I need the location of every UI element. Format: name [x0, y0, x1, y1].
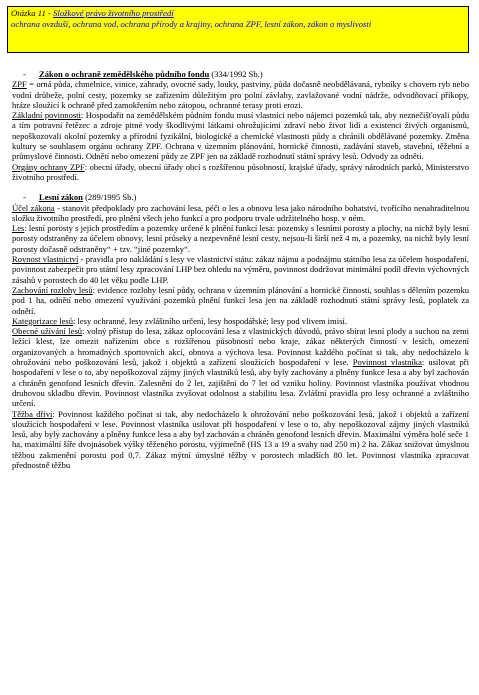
paragraph-text: : obecní úřady, obecní úřady obcí s rozšířenou působností, krajské úřady, správy národních parků, Ministerstvo životního prostředí. [12, 161, 470, 182]
paragraph-label: Zachování rozlohy lesů [12, 284, 93, 295]
paragraph-label: Základní povinnosti [12, 110, 81, 121]
paragraph-label: Rovnost vlastnictví [12, 254, 79, 265]
section-title: Lesní zákon [39, 192, 83, 203]
paragraph [12, 162, 469, 183]
question-number: Otázka 11 - [11, 8, 54, 18]
paragraph-text: : Hospodařit na zemědělském půdním fondu musí vlastníci nebo nájemci pozemků tak, aby neznečišťovali půdu a tím potravní řetězec a zdroje pitné vody škodlivými látkami ohrožujícími zdraví nebo život lidí a existenci živých organismů, nepoškozovali okolní pozemky a přírodní fyzikální, biologické a chemické vlastnosti půdy a chránili obdělávané pozemky. Změna kultury se souhlasem orgánu ochrany ZPF. Ochrana v územním plánování, hornické činnosti, zadávání staveb, stavební, těžební a průmyslové činnosti. Odnětí nebo omezení půdy ze ZPF jen na základě rozhodnutí státní správy lesů. Odvody za odnětí. [12, 110, 469, 162]
paragraph-label: Povinnost vlastníka [352, 357, 422, 368]
question-title: Složkové právo životního prostředí [53, 8, 174, 18]
paragraph-text: - pravidla pro nakládání s lesy ve vlastnictví státu: zákaz nájmu a podnájmu státního lesa za účelem hospodaření, povinnost zabezpečit pro státní lesy zpracování LHP bez ohledu na výměru, povinnost dodržovat minimální podíl dřevin výchovných zásahů v porostech do 40 let věku podle LHP. [12, 254, 469, 285]
paragraph-label: Orgány ochrany ZPF [12, 161, 85, 172]
section-zpf [12, 69, 469, 182]
paragraph [12, 409, 469, 471]
section-lesni-zakon [12, 192, 469, 470]
paragraph-label: Les [12, 223, 25, 234]
paragraph-text: : lesy ochranné, lesy zvláštního určení, lesy hospodářské; lesy pod vlivem imisí. [72, 315, 347, 326]
paragraph-text: : evidence rozlohy lesní půdy, ochrana v územním plánování a hornické činnosti, souhlas s dělením pozemku pod 1 ha, odnětí nebo omezení využívání pozemků plnění funkcí lesa jen na základě rozhodnutí státní správy lesů, poplatek za odnětí. [12, 284, 469, 316]
section-heading: - Lesní zákon (289/1995 Sb.) [23, 192, 137, 203]
section-title: Zákon o ochraně zemědělského půdního fondu [39, 69, 210, 79]
paragraph [12, 203, 469, 224]
paragraph-text: - stanovit předpoklady pro zachování lesa, péči o les a obnovu lesa jako národního bohatství, tvořícího nenahraditelnou složku životního prostředí, pro plnění všech jeho funkcí a pro podporu trvale udržitelného hosp. v ném. [12, 202, 469, 223]
section-title-suffix: (334/1992 Sb.) [209, 69, 263, 79]
paragraph [12, 223, 469, 254]
paragraph [12, 316, 469, 326]
question-header-box [7, 6, 469, 53]
spacer [12, 182, 469, 192]
paragraph [12, 254, 469, 285]
paragraph-text: : usilovat při hospodaření v lese o to, aby nepoškozoval zájmy jiných vlastníků lesů, aby byly zachovány a plněny funkce lesa a aby byl zachován a chráněn genofond lesních dřevin. Zalesnění do 2 let, zajištění do 7 let od vzniku holiny. Povinnost vlastníka používat vhodnou druhovou skladbu dřevin. Povinnost vlastníka zvyšovat odolnost a stabilitu lesa. Zvláštní pravidla pro lesy ochranné a zvláštního určení. [12, 357, 469, 409]
paragraph-label: Obecné užívání lesů [12, 326, 83, 337]
paragraph-text: : lesní porosty s jejich prostředím a pozemky určené k plnění funkcí lesa: pozemky s lesními porosty a plochy, na nichž byly lesní porosty odstraněny za účelem obnovy, lesní průseky a nezpevněné lesní cesty, nejsou-li širší než 4 m, a pozemky, na nichž byly lesní porosty dočasně odstraněny“ + tzv. “jiné pozemky“. [12, 223, 469, 254]
question-subtitle: ochrana ovzduší, ochrana vod, ochrana přírody a krajiny, ochrana ZPF, lesní zákon, zákon o myslivosti [11, 19, 372, 29]
paragraph-label: Kategorizace lesů [12, 315, 73, 326]
section-title-suffix: (289/1995 Sb.) [82, 192, 137, 203]
section-heading: - Zákon o ochraně zemědělského půdního fondu (334/1992 Sb.) [23, 69, 263, 79]
paragraph [12, 326, 469, 408]
paragraph-label: Těžba dříví [12, 408, 53, 419]
paragraph-label: Účel zákona [12, 202, 55, 213]
paragraph [12, 285, 469, 316]
document-body [12, 69, 469, 470]
paragraph [12, 79, 469, 110]
paragraph-label: ZPF [12, 79, 27, 90]
paragraph [12, 110, 469, 161]
paragraph-text: : volný přístup do lesa, zákaz oplocování lesa z vlastnických důvodů, právo sbírat lesní plody a suchou na zemi ležící klest, lze omezit nařízením obce s rozšířenou působností nebo kraje, zákaz některých činností v lesích, omezení organizovaných a hromadných sportovních akcí, obnova a výchova lesa. Povinnost každého počínat si tak, aby nedocházelo k ohrožování nebo poškozování lesů, jakož i objektů a zařízení sloužících hospodaření v lese. [12, 326, 469, 368]
paragraph-text: : Povinnost každého počínat si tak, aby nedocházelo k ohrožování nebo poškozování lesů, jakož i objektů a zařízení sloužících hospodaření v lese. Povinnost vlastníka usilovat při hospodaření v lese o to, aby nepoškozoval zájmy jiných vlastníků lesů, aby byly zachovány a plněny funkce lesa a aby byl zachován a chráněn genofond lesních dřevin. Maximální výměra holé seče 1 ha, maximální šíře dvojnásobek výšky těženého porostu, výjimečně (HS 13 a 19 a svahy nad 250 m) 2 ha. Zákaz snižovat úmyslnou těžbou zakmenění porostu pod 0,7. Zákaz mýtní úmyslné těžby v porostech mladších 80 let. Povinnost vlastníka zpracovat přednostně těžbu [12, 408, 469, 470]
paragraph-text: = orná půda, chmelnice, vinice, zahrady, ovocné sady, louky, pastviny, půda dočasně neobdělávaná, rybníky s chovem ryb nebo vodní drůbeže, polní cesty, pozemky se zařízením důležitým pro polní závlahy, zavlažované vodní nádrže, odvodňovací příkopy, hráze sloužící k ochraně před zamokřením nebo zátopou, ochranné terasy proti erozi. [12, 79, 469, 110]
